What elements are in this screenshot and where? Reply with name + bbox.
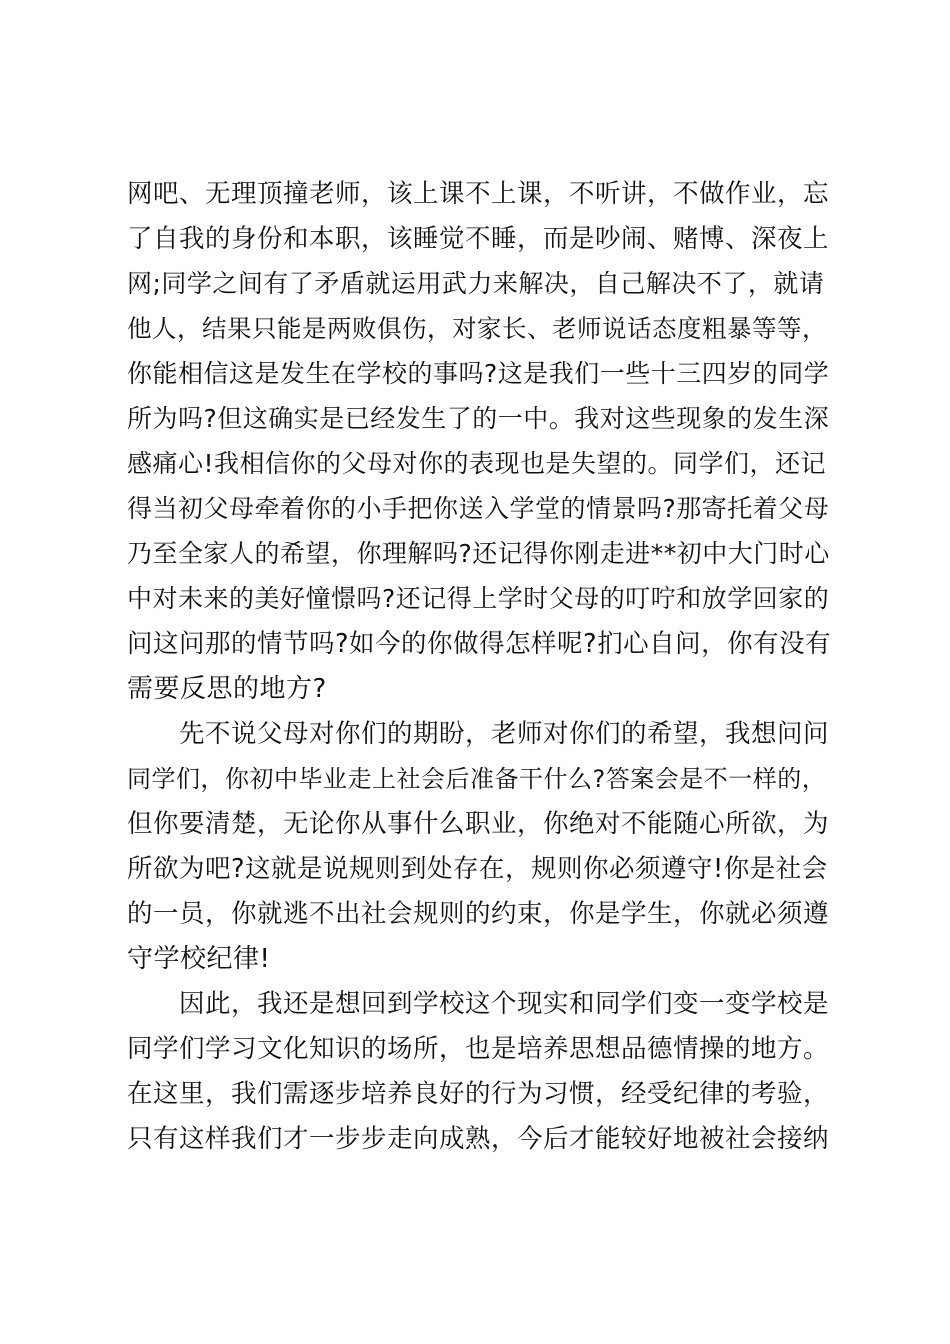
text-line: 他人，结果只能是两败俱伤，对家长、老师说话态度粗暴等等， [127, 314, 827, 343]
text-line: 所欲为吧?这就是说规则到处存在，规则你必须遵守!你是社会 [127, 854, 828, 884]
text-line: 同学们学习文化知识的场所，也是培养思想品德情操的地方。 [127, 1034, 830, 1064]
paragraph-first-line: 因此，我还是想回到学校这个现实和同学们变一变学校是 [179, 989, 830, 1019]
text-line: 网;同学之间有了矛盾就运用武力来解决，自己解决不了，就请 [127, 269, 825, 298]
text-line: 得当初父母牵着你的小手把你送入学堂的情景吗?那寄托着父母 [127, 494, 830, 523]
text-line: 感痛心!我相信你的父母对你的表现也是失望的。同学们，还记 [127, 449, 827, 478]
text-line: 你能相信这是发生在学校的事吗?这是我们一些十三四岁的同学 [127, 359, 830, 388]
text-line: 需要反思的地方? [127, 674, 327, 704]
text-line: 网吧、无理顶撞老师，该上课不上课，不听讲，不做作业，忘 [127, 179, 830, 209]
text-line: 只有这样我们才一步步走向成熟，今后才能较好地被社会接纳 [127, 1124, 830, 1154]
text-line: 同学们，你初中毕业走上社会后准备干什么?答案会是不一样的， [127, 765, 827, 793]
text-line: 但你要清楚，无论你从事什么职业，你绝对不能随心所欲，为 [127, 809, 830, 839]
text-line: 中对未来的美好憧憬吗?还记得上学时父母的叮咛和放学回家的 [127, 584, 830, 613]
text-line: 了自我的身份和本职，该睡觉不睡，而是吵闹、赌博、深夜上 [127, 224, 830, 254]
text-line: 问这问那的情节吗?如今的你做得怎样呢?扪心自问，你有没有 [127, 629, 832, 659]
text-line: 的一员，你就逃不出社会规则的约束，你是学生，你就必须遵 [127, 899, 830, 929]
text-line: 乃至全家人的希望，你理解吗?还记得你刚走进**初中大门时心 [127, 539, 830, 568]
text-line: 守学校纪律! [127, 944, 271, 974]
text-line: 所为吗?但这确实是已经发生了的一中。我对这些现象的发生深 [127, 404, 830, 433]
paragraph-first-line: 先不说父母对你们的期盼，老师对你们的希望，我想问问 [179, 719, 830, 749]
text-line: 在这里，我们需逐步培养良好的行为习惯，经受纪律的考验， [127, 1079, 830, 1109]
